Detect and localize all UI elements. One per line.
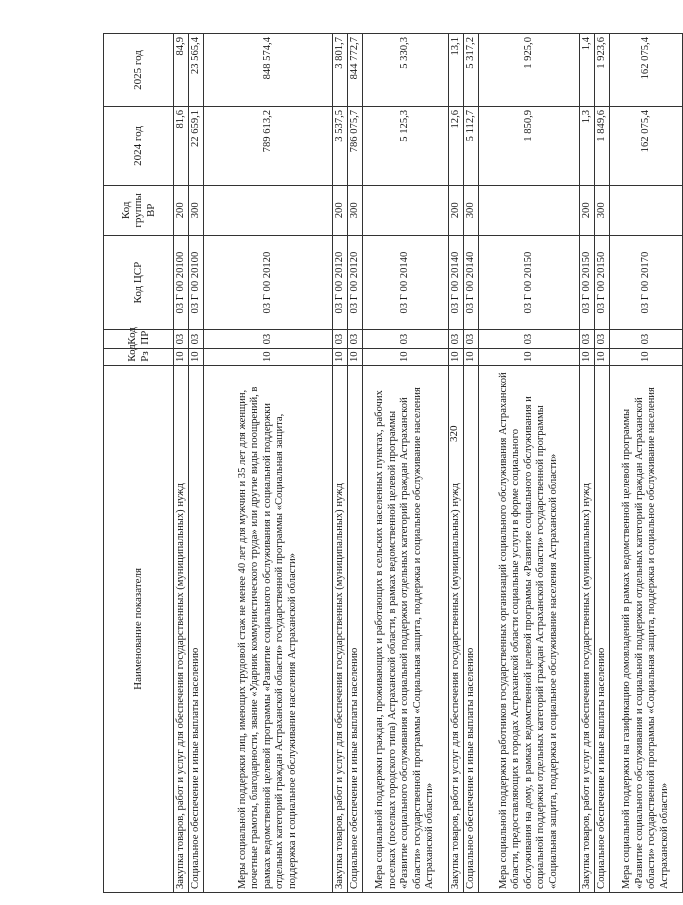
row-pr: 03 bbox=[174, 330, 189, 348]
table-row bbox=[363, 34, 449, 893]
header-rz: Код Рз bbox=[104, 348, 174, 365]
table-row bbox=[610, 34, 683, 893]
row-name: Закупка товаров, работ и услуг для обеспечения государственных (муниципальных) нужд bbox=[333, 365, 348, 892]
row-2024: 1 850,9 bbox=[479, 106, 580, 185]
row-name: Мера социальной поддержки граждан, проживающих и работающих в сельских населенных пунктах, рабочих поселках (поселках городского типа) Астраханской области, в рамках ведомственной целевой программы «Развитие социального обслуживания и социальной поддержки отдельных категорий граждан Астраханской области» государственной программы «Социальная защита, поддержка и социальное обслуживание населения Астраханской области» bbox=[363, 365, 449, 892]
row-pr: 03 bbox=[189, 330, 204, 348]
row-2025: 1 925,0 bbox=[479, 34, 580, 107]
row-vr: 200 bbox=[333, 185, 348, 235]
budget-table-container bbox=[103, 33, 670, 893]
row-pr: 03 bbox=[333, 330, 348, 348]
row-vr bbox=[479, 185, 580, 235]
row-csr: 03 Г 00 20120 bbox=[204, 235, 333, 330]
row-2025: 84,9 bbox=[174, 34, 189, 107]
row-csr: 03 Г 00 20140 bbox=[464, 235, 479, 330]
table-row bbox=[189, 34, 204, 893]
row-name: Мера социальной поддержки на газификацию домовладений в рамках ведомственной целевой программы «Развитие социального обслуживания и социальной поддержки отдельных категорий граждан Астраханской области» государственной программы «Социальная защита, поддержка и социальное обслуживание населения Астраханской области» bbox=[610, 365, 683, 892]
row-rz: 10 bbox=[449, 348, 464, 365]
table-row bbox=[464, 34, 479, 893]
row-2025: 1,4 bbox=[580, 34, 595, 107]
row-rz: 10 bbox=[204, 348, 333, 365]
table-row bbox=[333, 34, 348, 893]
row-2024: 3 537,5 bbox=[333, 106, 348, 185]
row-2024: 162 075,4 bbox=[610, 106, 683, 185]
header-pr: Код ПР bbox=[104, 330, 174, 348]
row-pr: 03 bbox=[348, 330, 363, 348]
row-pr: 03 bbox=[449, 330, 464, 348]
row-vr: 200 bbox=[449, 185, 464, 235]
row-vr bbox=[363, 185, 449, 235]
row-csr: 03 Г 00 20150 bbox=[595, 235, 610, 330]
row-pr: 03 bbox=[580, 330, 595, 348]
row-rz: 10 bbox=[174, 348, 189, 365]
row-name: Мера социальной поддержки работников государственных организаций социального обслуживания Астраханской области, предоставляющих в городах Астраханской области социальные услуги в форме социального обслуживания на дому, в рамках ведомственной целевой программы «Развитие социального обслуживания и социальной поддержки отдельных категорий граждан Астраханской области» государственной программы «Социальная защита, поддержка и социальное обслуживание населения Астраханской области» bbox=[479, 365, 580, 892]
row-rz: 10 bbox=[610, 348, 683, 365]
header-name: Наименование показателя bbox=[104, 365, 174, 892]
row-csr: 03 Г 00 20120 bbox=[333, 235, 348, 330]
row-2024: 5 125,3 bbox=[363, 106, 449, 185]
row-2025: 162 075,4 bbox=[610, 34, 683, 107]
row-2024: 22 659,1 bbox=[189, 106, 204, 185]
row-name: Закупка товаров, работ и услуг для обеспечения государственных (муниципальных) нужд bbox=[174, 365, 189, 892]
row-vr: 200 bbox=[174, 185, 189, 235]
row-rz: 10 bbox=[595, 348, 610, 365]
row-2025: 1 923,6 bbox=[595, 34, 610, 107]
row-2024: 81,6 bbox=[174, 106, 189, 185]
row-pr: 03 bbox=[204, 330, 333, 348]
row-name: Социальное обеспечение и иные выплаты населению bbox=[595, 365, 610, 892]
table-row bbox=[204, 34, 333, 893]
row-pr: 03 bbox=[595, 330, 610, 348]
row-name: Социальное обеспечение и иные выплаты населению bbox=[348, 365, 363, 892]
row-csr: 03 Г 00 20100 bbox=[189, 235, 204, 330]
row-vr: 300 bbox=[348, 185, 363, 235]
row-name: Социальное обеспечение и иные выплаты населению bbox=[464, 365, 479, 892]
table-row bbox=[479, 34, 580, 893]
row-2025: 5 317,2 bbox=[464, 34, 479, 107]
row-pr: 03 bbox=[610, 330, 683, 348]
budget-table bbox=[103, 33, 683, 893]
row-2024: 5 112,7 bbox=[464, 106, 479, 185]
row-csr: 03 Г 00 20170 bbox=[610, 235, 683, 330]
row-2024: 1 849,6 bbox=[595, 106, 610, 185]
row-rz: 10 bbox=[464, 348, 479, 365]
page-number: 320 bbox=[448, 425, 460, 442]
row-2025: 3 801,7 bbox=[333, 34, 348, 107]
row-csr: 03 Г 00 20100 bbox=[174, 235, 189, 330]
row-2024: 1,3 bbox=[580, 106, 595, 185]
row-2024: 12,6 bbox=[449, 106, 464, 185]
row-csr: 03 Г 00 20140 bbox=[363, 235, 449, 330]
table-header-row bbox=[104, 34, 174, 893]
row-csr: 03 Г 00 20150 bbox=[479, 235, 580, 330]
row-pr: 03 bbox=[479, 330, 580, 348]
row-2025: 23 565,4 bbox=[189, 34, 204, 107]
header-csr: Код ЦСР bbox=[104, 235, 174, 330]
row-2025: 13,1 bbox=[449, 34, 464, 107]
row-rz: 10 bbox=[348, 348, 363, 365]
row-2024: 786 075,7 bbox=[348, 106, 363, 185]
row-2025: 5 330,3 bbox=[363, 34, 449, 107]
row-csr: 03 Г 00 20150 bbox=[580, 235, 595, 330]
row-name: Меры социальной поддержки лиц, имеющих трудовой стаж не менее 40 лет для мужчин и 35 лет для женщин, почетные грамоты, благодарности, звание «Ударник коммунистического труда» или другие виды поощрений, в рамках ведомственной целевой программы «Развитие социального обслуживания и социальной поддержки отдельных категорий граждан Астраханской области» государственной программы «Социальная защита, поддержка и социальное обслуживание населения Астраханской области» bbox=[204, 365, 333, 892]
row-name: Социальное обеспечение и иные выплаты населению bbox=[189, 365, 204, 892]
table-row bbox=[449, 34, 464, 893]
table-row bbox=[348, 34, 363, 893]
row-name: Закупка товаров, работ и услуг для обеспечения государственных (муниципальных) нужд bbox=[449, 365, 464, 892]
header-2024: 2024 год bbox=[104, 106, 174, 185]
row-2025: 844 772,7 bbox=[348, 34, 363, 107]
row-vr: 200 bbox=[580, 185, 595, 235]
row-rz: 10 bbox=[479, 348, 580, 365]
row-csr: 03 Г 00 20140 bbox=[449, 235, 464, 330]
table-row bbox=[174, 34, 189, 893]
row-name: Закупка товаров, работ и услуг для обеспечения государственных (муниципальных) нужд bbox=[580, 365, 595, 892]
header-2025: 2025 год bbox=[104, 34, 174, 107]
row-rz: 10 bbox=[363, 348, 449, 365]
table-row bbox=[595, 34, 610, 893]
row-csr: 03 Г 00 20120 bbox=[348, 235, 363, 330]
row-vr bbox=[610, 185, 683, 235]
row-vr: 300 bbox=[464, 185, 479, 235]
row-rz: 10 bbox=[189, 348, 204, 365]
row-vr: 300 bbox=[595, 185, 610, 235]
header-vr: Код группы ВР bbox=[104, 185, 174, 235]
row-pr: 03 bbox=[363, 330, 449, 348]
row-2024: 789 613,2 bbox=[204, 106, 333, 185]
row-pr: 03 bbox=[464, 330, 479, 348]
row-vr bbox=[204, 185, 333, 235]
table-row bbox=[580, 34, 595, 893]
row-rz: 10 bbox=[580, 348, 595, 365]
row-vr: 300 bbox=[189, 185, 204, 235]
row-2025: 848 574,4 bbox=[204, 34, 333, 107]
row-rz: 10 bbox=[333, 348, 348, 365]
